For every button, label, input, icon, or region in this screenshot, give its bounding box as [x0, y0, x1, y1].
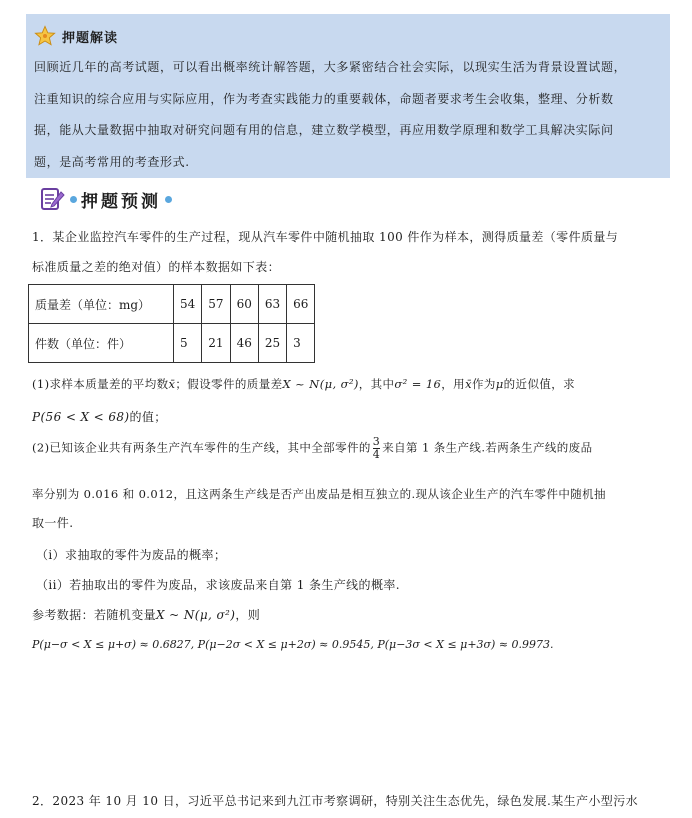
math-sigma2: σ² = 16	[394, 377, 442, 391]
q1-part2-line3: 取一件.	[32, 516, 74, 530]
q1-part1-cont	[32, 408, 167, 425]
data-table	[28, 284, 315, 363]
table-cell: 3	[287, 324, 315, 363]
table-cell: 60	[230, 285, 258, 324]
reference-data	[32, 606, 260, 623]
text-span: 的值；	[129, 410, 167, 424]
q1-line1: 1．某企业监控汽车零件的生产过程，现从汽车零件中随机抽取 100 件作为样本，测得质量差（零件质量与	[32, 230, 619, 244]
q1-part2	[32, 436, 592, 461]
text-span: ，则	[235, 608, 261, 622]
table-cell: 66	[287, 285, 315, 324]
decor-dot	[70, 196, 77, 203]
text-span: ，用	[441, 377, 466, 391]
intro-line: 题，是高考常用的考查形式.	[34, 154, 190, 169]
intro-body	[34, 52, 662, 178]
math-xbar: x̄	[168, 377, 176, 391]
intro-title: 押题解读	[62, 30, 119, 46]
table-cell: 57	[202, 285, 230, 324]
q1-part2-line2: 率分别为 0.016 和 0.012，且这两条生产线是否产出废品是相互独立的.现从该企业生产的汽车零件中随机抽	[32, 487, 606, 501]
math-mu: μ	[495, 377, 504, 391]
text-span: 参考数据：若随机变量	[32, 608, 157, 622]
q2-line1: 2．2023 年 10 月 10 日，习近平总书记来到九江市考察调研，特别关注生态优先，绿色发展.某生产小型污水	[32, 794, 639, 808]
fraction	[373, 436, 380, 461]
star-icon	[34, 25, 56, 47]
fraction-numerator: 3	[372, 435, 381, 448]
prediction-header	[40, 184, 176, 214]
text-span: ，其中	[358, 377, 395, 391]
table-row-label: 质量差（单位：mg）	[29, 285, 174, 324]
text-span: (1)求样本质量差的平均数	[32, 377, 169, 391]
notebook-pencil-icon	[40, 186, 66, 212]
text-span: 作为	[471, 377, 496, 391]
text-span: 的近似值，求	[503, 377, 576, 391]
q1-sub-i: （i）求抽取的零件为废品的概率；	[36, 548, 227, 562]
fraction-denominator: 4	[372, 448, 381, 461]
math-probability: P(56 < X < 68)	[32, 410, 130, 424]
intro-line: 回顾近几年的高考试题，可以看出概率统计解答题，大多紧密结合社会实际，以现实生活为背景设置试题，	[34, 60, 627, 74]
intro-line: 据，能从大量数据中抽取对研究问题有用的信息，建立数学模型，再应用数学原理和数学工具解决实际问	[34, 123, 614, 137]
reference-formula: P(μ−σ < X ≤ μ+σ) ≈ 0.6827, P(μ−2σ < X ≤ μ+2σ) ≈ 0.9545, P(μ−3σ < X ≤ μ+3σ) ≈ 0.9973.	[32, 638, 554, 651]
math-distribution: X ~ N(μ, σ²)	[282, 377, 359, 391]
q1-part1	[32, 376, 575, 392]
intro-line: 注重知识的综合应用与实际应用，作为考查实践能力的重要载体，命题者要求考生会收集，整理、分析数	[34, 91, 614, 106]
table-row	[29, 285, 315, 324]
decor-dot	[165, 196, 172, 203]
math-distribution: X ~ N(μ, σ²)	[156, 608, 236, 622]
table-cell: 21	[202, 324, 230, 363]
table-cell: 63	[258, 285, 286, 324]
text-span: 来自第 1 条生产线.若两条生产线的废品	[382, 440, 593, 455]
table-cell: 46	[230, 324, 258, 363]
text-span: ；假设零件的质量差	[175, 377, 283, 391]
table-cell: 25	[258, 324, 286, 363]
table-row-label: 件数（单位：件）	[29, 324, 174, 363]
table-cell: 54	[174, 285, 202, 324]
table-row	[29, 324, 315, 363]
intro-box	[26, 14, 670, 178]
q1-line2: 标准质量之差的绝对值）的样本数据如下表：	[32, 260, 281, 274]
text-span: (2)已知该企业共有两条生产汽车零件的生产线，其中全部零件的	[32, 440, 371, 455]
q1-sub-ii: （ii）若抽取出的零件为废品，求该废品来自第 1 条生产线的概率.	[36, 578, 400, 592]
table-cell: 5	[174, 324, 202, 363]
math-xbar: x̄	[465, 377, 472, 391]
prediction-title: 押题预测	[81, 191, 161, 212]
intro-header	[34, 24, 662, 48]
